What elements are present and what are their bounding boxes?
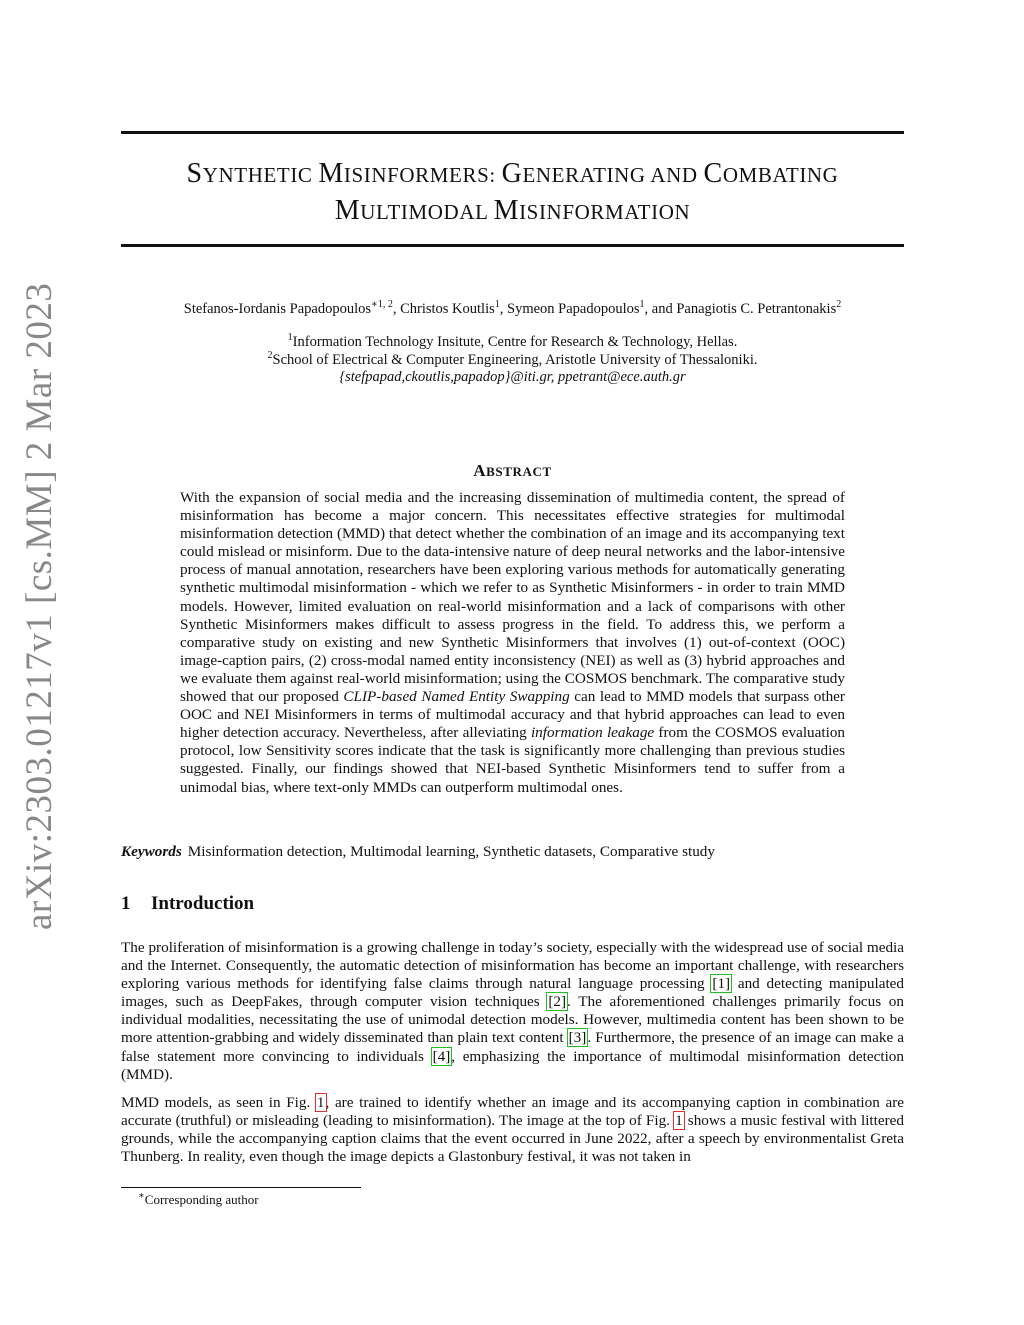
title-word: OMBATING [722, 163, 839, 187]
affiliation-text: Information Technology Insitute, Centre for Research & Technology, Hellas. [292, 334, 738, 350]
citation-link[interactable]: [1] [712, 975, 731, 993]
author-affil-mark: 1 [494, 299, 500, 311]
title-word: ISINFORMATION [519, 200, 691, 224]
paragraph-text: and detecting manipulated images, such as DeepFakes, through computer vision techniques [121, 975, 904, 1011]
paragraph-text: The proliferation of misinformation is a growing challenge in today’s society, especially with the widespread use of social media and the Internet. Consequently, the automatic detection of misinformation has become an important challenge, with researchers exploring various methods for identifying false claims through natural language processing [121, 939, 904, 993]
title-word: ISINFORMERS: [343, 163, 502, 187]
author-affil-mark: ∗1, 2 [371, 299, 393, 311]
title-word: C [703, 158, 723, 189]
paragraph-text: . The aforementioned challenges primarily focus on individual modalities, necessitating the use of unimodal detection models. However, multimedia content has been shown to be more attention-grabbing and widely disseminated than plain text content [121, 993, 904, 1047]
title-line-1 [121, 156, 904, 193]
author-name: Stefanos-Iordanis Papadopoulos [183, 301, 372, 317]
title-word: M [493, 195, 520, 226]
author-emails[interactable]: {stefpapad,ckoutlis,papadop}@iti.gr, ppetrant@ece.auth.gr [339, 369, 686, 385]
affiliation-line [121, 349, 904, 370]
paper-title [121, 156, 904, 230]
keywords-text: Misinformation detection, Multimodal learning, Synthetic datasets, Comparative study [187, 843, 715, 860]
author-separator: , [392, 301, 401, 317]
section-title: Introduction [151, 893, 255, 914]
abstract-text: from the COSMOS evaluation protocol, low Sensitivity scores indicate that the task is significantly more challenging than previous studies suggested. Finally, our findings showed that NEI-based Synthetic Misinformers tend to suffer from a unimodal bias, where text-only MMDs can outperform multimodal ones. [180, 724, 846, 796]
keywords [121, 843, 904, 861]
paragraph-text: shows a music festival with littered grounds, while the accompanying caption claims that the event occurred in June 2022, after a speech by environmentalist Greta Thunberg. In reality, even though the image depicts a Glastonbury festival, it was not taken in [121, 1112, 904, 1166]
affiliation-mark: 1 [287, 332, 293, 344]
affiliations [121, 334, 904, 387]
arxiv-stamp: arXiv:2303.01217v1 [cs.MM] 2 Mar 2023 [19, 282, 60, 930]
footnote-text: Corresponding author [144, 1192, 259, 1207]
title-word: G [501, 158, 523, 189]
author-name: Christos Koutlis [400, 301, 495, 317]
citation-link[interactable]: [3] [568, 1029, 587, 1047]
footnote [138, 1192, 259, 1208]
title-top-rule [121, 131, 904, 134]
author-name: Symeon Papadopoulos [507, 301, 640, 317]
author-affil-mark: 2 [836, 299, 842, 311]
title-bottom-rule [121, 244, 904, 247]
citation-link[interactable]: [2] [548, 993, 567, 1011]
author-name: Panagiotis C. Petrantonakis [676, 301, 837, 317]
abstract-emphasis: information leakage [530, 724, 655, 742]
affiliation-line [121, 334, 904, 352]
title-word: S [186, 158, 203, 189]
title-word: ULTIMODAL [360, 200, 494, 224]
title-word: M [334, 195, 361, 226]
intro-paragraph-2 [121, 1094, 904, 1166]
keywords-label: Keywords [121, 843, 182, 860]
paragraph-text: , emphasizing the importance of multimodal misinformation detection (MMD). [121, 1047, 904, 1083]
title-line-2 [121, 193, 904, 230]
section-heading [121, 893, 254, 915]
abstract-heading [121, 461, 904, 481]
abstract-heading-cap: A [473, 461, 487, 480]
author-separator: , [499, 301, 507, 317]
figure-ref-link[interactable]: 1 [675, 1112, 683, 1130]
footnote-rule [121, 1187, 361, 1188]
title-word: YNTHETIC [202, 163, 319, 187]
paragraph-text: . Furthermore, the presence of an image can make a false statement more convincing to individuals [121, 1029, 904, 1065]
author-separator: , and [644, 301, 677, 317]
section-number: 1 [121, 893, 131, 914]
author-affil-mark: 1 [639, 299, 645, 311]
abstract-emphasis: CLIP-based Named Entity Swapping [343, 688, 570, 706]
title-word: ENERATING AND [522, 163, 704, 187]
abstract-body [180, 489, 845, 797]
paragraph-text: MMD models, as seen in Fig. [121, 1094, 316, 1111]
abstract-text: With the expansion of social media and the increasing dissemination of multimedia content, the spread of misinformation has become a major concern. This necessitates effective strategies for multimodal misinformation detection (MMD) that detect whether the combination of an image and its accompanying text could mislead or misinform. Due to the data-intensive nature of deep neural networks and the labor-intensive process of manual annotation, researchers have been exploring various methods for automatically generating synthetic multimodal misinformation - which we refer to as Synthetic Misinformers - in order to train MMD models. However, limited evaluation on real-world misinformation and a lack of comparisons with other Synthetic Misinformers makes difficult to assess progress in the field. To address this, we perform a comparative study on existing and new Synthetic Misinformers that involves (1) out-of-context (OOC) image-caption pairs, (2) cross-modal named entity inconsistency (NEI) as well as (3) hybrid approaches and we evaluate them against real-world misinformation; using the COSMOS benchmark. The comparative study showed that our proposed [180, 489, 845, 706]
paragraph-text: , are trained to identify whether an image and its accompanying caption in combination are accurate (truthful) or misleading (leading to misinformation). The image at the top of Fig. [121, 1094, 905, 1130]
abstract-text: can lead to MMD models that surpass other OOC and NEI Misinformers in terms of multimodal accuracy and that hybrid approaches can lead to even higher detection accuracy. Nevertheless, after alleviating [180, 688, 845, 742]
citation-link[interactable]: [4] [432, 1047, 451, 1065]
author-list [121, 301, 904, 318]
affiliation-text: School of Electrical & Computer Engineering, Aristotle University of Thessaloniki. [272, 351, 758, 368]
affiliation-mark: 2 [267, 349, 273, 361]
abstract-heading-rest: BSTRACT [486, 464, 552, 479]
intro-paragraph-1 [121, 939, 904, 1084]
footnote-mark: ∗ [138, 1190, 145, 1202]
figure-ref-link[interactable]: 1 [316, 1094, 325, 1111]
title-word: M [318, 158, 344, 189]
